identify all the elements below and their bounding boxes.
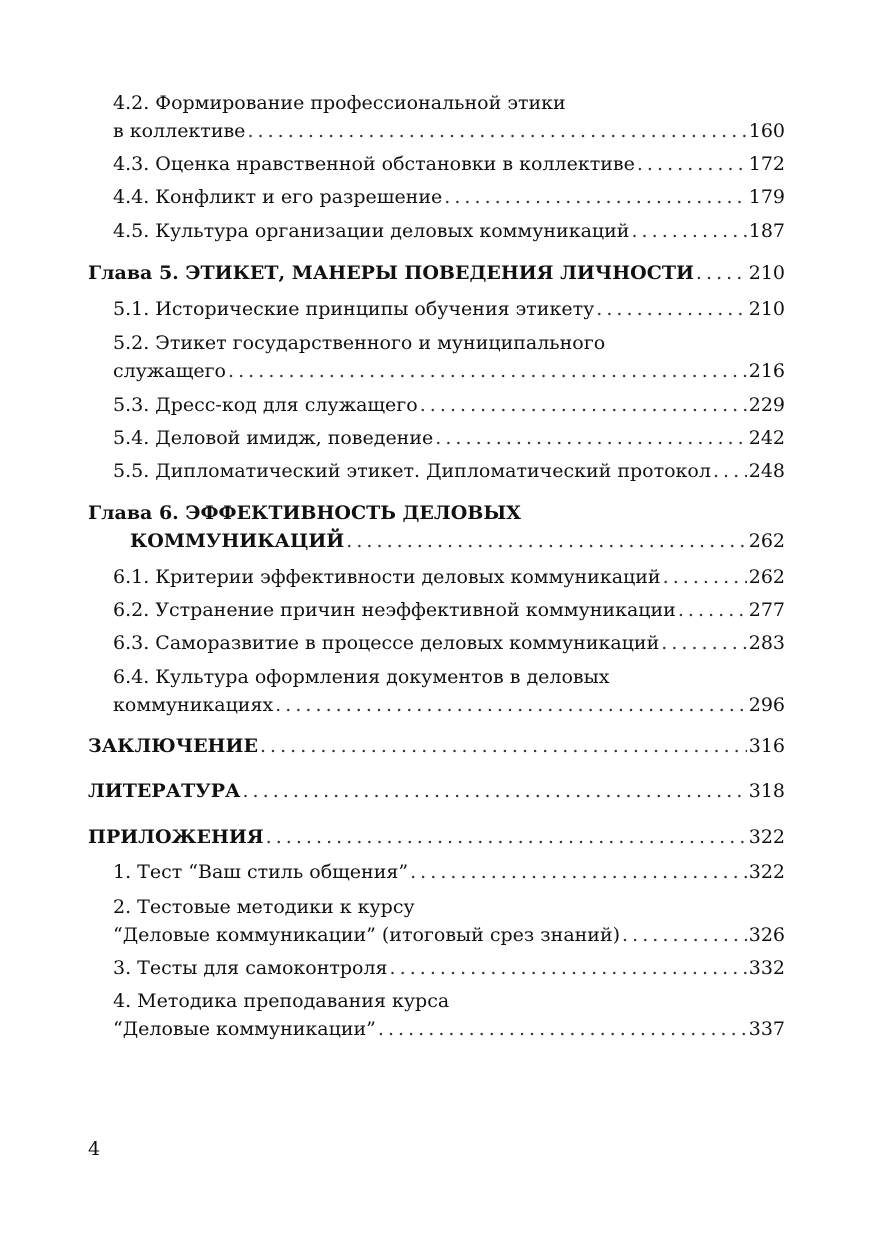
- toc-section-title: ПРИЛОЖЕНИЯ: [88, 826, 264, 848]
- toc-section-page: 318: [748, 780, 785, 802]
- toc-chapter: [0, 258, 876, 288]
- toc-section: [0, 776, 876, 806]
- leader-dots: [596, 294, 746, 324]
- toc-entry-page: 229: [748, 394, 785, 416]
- toc-entry: [0, 562, 876, 592]
- leader-dots: [410, 857, 747, 887]
- toc-entry-page: 322: [748, 861, 785, 883]
- toc-entry-title-cont: служащего: [113, 360, 226, 382]
- page-number: 4: [88, 1138, 101, 1160]
- toc-entry-page: 248: [748, 460, 785, 482]
- toc-section-page: 322: [748, 826, 785, 848]
- toc-entry: [0, 953, 876, 983]
- toc-entry-title: 4.3. Оценка нравственной обстановки в коллективе: [113, 153, 635, 175]
- toc-section-page: 316: [748, 735, 785, 757]
- toc-entry: [0, 662, 876, 716]
- toc-entry-title: 4.2. Формирование профессиональной этики: [113, 92, 566, 114]
- leader-dots: [696, 258, 747, 288]
- toc-entry-title-cont: коммуникациях: [113, 694, 274, 716]
- leader-dots: [346, 526, 746, 556]
- toc-entry: [0, 88, 876, 142]
- toc-entry-title: 4. Методика преподавания курса: [113, 990, 450, 1012]
- leader-dots: [247, 116, 746, 146]
- toc-entry: [0, 986, 876, 1040]
- toc-chapter-page: 210: [748, 262, 785, 284]
- toc-entry: [0, 857, 876, 887]
- toc-entry-title: 5.3. Дресс-код для служащего: [113, 394, 418, 416]
- toc-entry-title-cont: “Деловые коммуникации”: [113, 1018, 376, 1040]
- toc-entry: [0, 294, 876, 324]
- toc-section: [0, 822, 876, 852]
- toc-entry-page: 179: [748, 186, 785, 208]
- toc-entry: [0, 456, 876, 486]
- toc-entry-title: 3. Тесты для самоконтроля: [113, 957, 388, 979]
- leader-dots: [266, 822, 747, 852]
- leader-dots: [663, 562, 747, 592]
- toc-chapter: [0, 498, 876, 552]
- toc-entry: [0, 628, 876, 658]
- toc-entry-title: 5.4. Деловой имидж, поведение: [113, 427, 434, 449]
- toc-section-title: ЗАКЛЮЧЕНИЕ: [88, 735, 258, 757]
- leader-dots: [661, 628, 747, 658]
- toc-entry-title-cont: в коллективе: [113, 120, 246, 142]
- toc-entry-title-cont: “Деловые коммуникации” (итоговый срез знаний): [113, 924, 621, 946]
- leader-dots: [631, 216, 746, 246]
- toc-chapter-title: Глава 5. ЭТИКЕТ, МАНЕРЫ ПОВЕДЕНИЯ ЛИЧНОСТИ: [88, 262, 694, 284]
- leader-dots: [678, 595, 747, 625]
- toc-entry-title: 4.5. Культура организации деловых коммуникаций: [113, 220, 630, 242]
- toc-entry-page: 242: [748, 427, 785, 449]
- toc-entry-title: 5.2. Этикет государственного и муниципального: [113, 332, 606, 354]
- leader-dots: [713, 456, 747, 486]
- leader-dots: [228, 356, 747, 386]
- toc-entry: [0, 328, 876, 382]
- toc-entry-title: 4.4. Конфликт и его разрешение: [113, 186, 443, 208]
- toc-chapter-title: Глава 6. ЭФФЕКТИВНОСТЬ ДЕЛОВЫХ: [88, 502, 521, 524]
- leader-dots: [260, 731, 747, 761]
- leader-dots: [435, 423, 746, 453]
- toc-entry-page: 283: [748, 632, 785, 654]
- toc-entry: [0, 390, 876, 420]
- toc-entry-title: 1. Тест “Ваш стиль общения”: [113, 861, 409, 883]
- toc-section-title: ЛИТЕРАТУРА: [88, 780, 241, 802]
- toc-entry-title: 2. Тестовые методики к курсу: [113, 896, 415, 918]
- toc-entry: [0, 216, 876, 246]
- leader-dots: [242, 776, 746, 806]
- toc-entry-title: 5.1. Исторические принципы обучения этикету: [113, 298, 595, 320]
- leader-dots: [444, 182, 746, 212]
- toc-entry-page: 160: [748, 120, 785, 142]
- toc-entry-page: 332: [748, 957, 785, 979]
- toc-entry-title: 6.1. Критерии эффективности деловых коммуникаций: [113, 566, 661, 588]
- toc-entry-title: 6.4. Культура оформления документов в деловых: [113, 666, 610, 688]
- toc-entry: [0, 892, 876, 946]
- toc-entry: [0, 149, 876, 179]
- toc-entry: [0, 182, 876, 212]
- toc-entry-page: 296: [748, 694, 785, 716]
- toc-entry: [0, 595, 876, 625]
- toc-entry-page: 187: [748, 220, 785, 242]
- toc-entry: [0, 423, 876, 453]
- toc-entry-page: 262: [748, 566, 785, 588]
- leader-dots: [275, 690, 747, 720]
- leader-dots: [378, 1014, 747, 1044]
- toc-entry-page: 216: [748, 360, 785, 382]
- toc-chapter-title-cont: КОММУНИКАЦИЙ: [130, 530, 345, 552]
- toc-entry-title: 6.3. Саморазвитие в процессе деловых коммуникаций: [113, 632, 660, 654]
- toc-entry-page: 172: [748, 153, 785, 175]
- leader-dots: [420, 390, 747, 420]
- toc-entry-page: 210: [748, 298, 785, 320]
- leader-dots: [622, 920, 747, 950]
- toc-entry-title: 6.2. Устранение причин неэффективной коммуникации: [113, 599, 676, 621]
- toc-entry-title: 5.5. Дипломатический этикет. Дипломатический протокол: [113, 460, 711, 482]
- toc-entry-page: 277: [748, 599, 785, 621]
- leader-dots: [390, 953, 747, 983]
- toc-section: [0, 731, 876, 761]
- toc-chapter-page: 262: [748, 530, 785, 552]
- leader-dots: [637, 149, 747, 179]
- toc-entry-page: 337: [748, 1018, 785, 1040]
- toc-entry-page: 326: [748, 924, 785, 946]
